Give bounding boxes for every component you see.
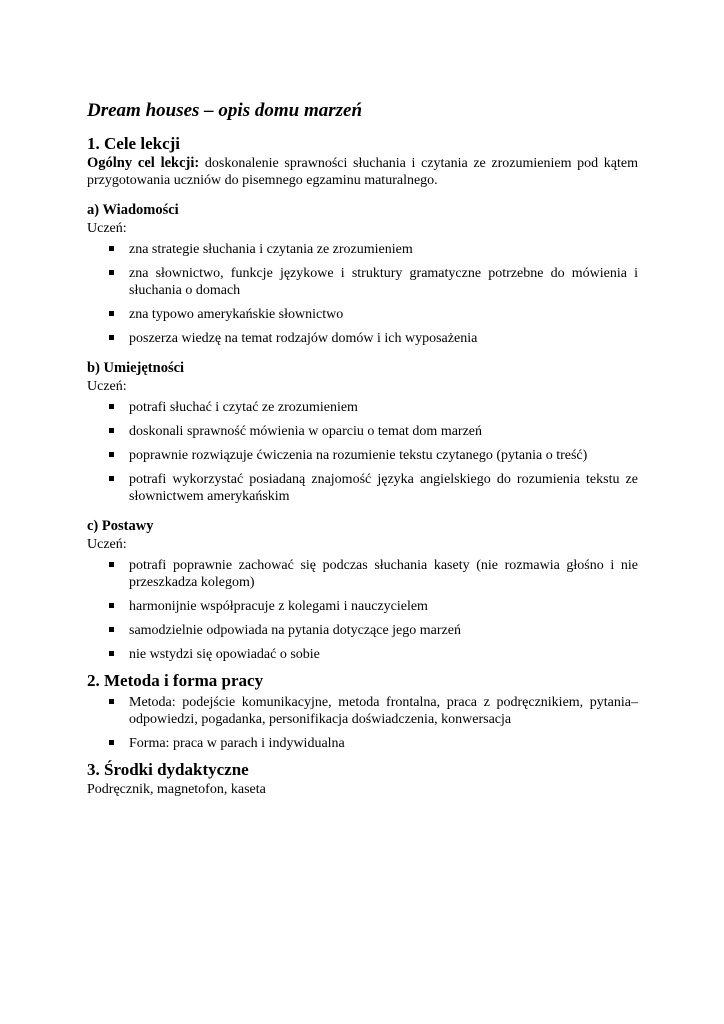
list-item-text: potrafi słuchać i czytać ze zrozumieniem — [129, 400, 358, 415]
list-item — [87, 306, 638, 323]
knowledge-lead: Uczeń: — [87, 221, 127, 236]
list-item-text: zna strategie słuchania i czytania ze zrozumieniem — [129, 242, 413, 257]
list-item — [87, 735, 638, 752]
bullet-square-icon — [109, 246, 114, 251]
general-goal-text: doskonalenie sprawności słuchania i czytania ze zrozumieniem pod kątem przygotowania uczniów do pisemnego egzaminu maturalnego. — [87, 156, 638, 188]
list-item — [87, 646, 638, 663]
bullet-square-icon — [109, 603, 114, 608]
list-item-text: poprawnie rozwiązuje ćwiczenia na rozumienie tekstu czytanego (pytania o treść) — [129, 448, 588, 463]
list-item-text: zna typowo amerykańskie słownictwo — [129, 307, 344, 322]
list-item — [87, 598, 638, 615]
general-goal-paragraph — [87, 155, 638, 189]
bullet-square-icon — [109, 270, 114, 275]
bullet-square-icon — [109, 699, 114, 704]
list-item — [87, 241, 638, 258]
list-item — [87, 471, 638, 505]
list-item — [87, 330, 638, 347]
list-item — [87, 423, 638, 440]
bullet-square-icon — [109, 651, 114, 656]
bullet-square-icon — [109, 452, 114, 457]
knowledge-list — [87, 241, 638, 347]
bullet-square-icon — [109, 404, 114, 409]
attitudes-list — [87, 557, 638, 663]
section-heading-resources: 3. Środki dydaktyczne — [87, 760, 249, 779]
list-item-text: harmonijnie współpracuje z kolegami i nauczycielem — [129, 599, 428, 614]
list-item-text: poszerza wiedzę na temat rodzajów domów i ich wyposażenia — [129, 331, 478, 346]
list-item-text: samodzielnie odpowiada na pytania dotyczące jego marzeń — [129, 623, 461, 638]
bullet-square-icon — [109, 627, 114, 632]
section-heading-goals: 1. Cele lekcji — [87, 134, 180, 153]
bullet-square-icon — [109, 311, 114, 316]
list-item-text: Forma: praca w parach i indywidualna — [129, 736, 345, 751]
bullet-square-icon — [109, 428, 114, 433]
bullet-square-icon — [109, 562, 114, 567]
bullet-square-icon — [109, 476, 114, 481]
list-item-text: doskonali sprawność mówienia w oparciu o temat dom marzeń — [129, 424, 483, 439]
subheading-skills: b) Umiejętności — [87, 360, 185, 376]
list-item-text: nie wstydzi się opowiadać o sobie — [129, 647, 320, 662]
list-item — [87, 265, 638, 299]
list-item — [87, 447, 638, 464]
list-item — [87, 399, 638, 416]
general-goal-label: Ogólny cel lekcji: — [87, 155, 200, 171]
list-item — [87, 622, 638, 639]
list-item-text: zna słownictwo, funkcje językowe i struktury gramatyczne potrzebne do mówienia i słuchania o domach — [129, 266, 638, 298]
list-item-text: Metoda: podejście komunikacyjne, metoda frontalna, praca z podręcznikiem, pytania–odpowiedzi, pogadanka, personifikacja doświadczenia, konwersacja — [129, 695, 638, 727]
document-title: Dream houses – opis domu marzeń — [87, 100, 363, 121]
list-item-text: potrafi wykorzystać posiadaną znajomość języka angielskiego do rozumienia tekstu ze słownictwem amerykańskim — [129, 472, 638, 504]
subheading-knowledge: a) Wiadomości — [87, 202, 179, 218]
resources-text: Podręcznik, magnetofon, kaseta — [87, 782, 266, 797]
list-item — [87, 557, 638, 591]
list-item-text: potrafi poprawnie zachować się podczas słuchania kasety (nie rozmawia głośno i nie przeszkadza kolegom) — [129, 558, 638, 590]
bullet-square-icon — [109, 740, 114, 745]
bullet-square-icon — [109, 335, 114, 340]
subheading-attitudes: c) Postawy — [87, 518, 154, 534]
attitudes-lead: Uczeń: — [87, 537, 127, 552]
skills-list — [87, 399, 638, 505]
skills-lead: Uczeń: — [87, 379, 127, 394]
method-list — [87, 694, 638, 752]
section-heading-method: 2. Metoda i forma pracy — [87, 671, 264, 690]
list-item — [87, 694, 638, 728]
